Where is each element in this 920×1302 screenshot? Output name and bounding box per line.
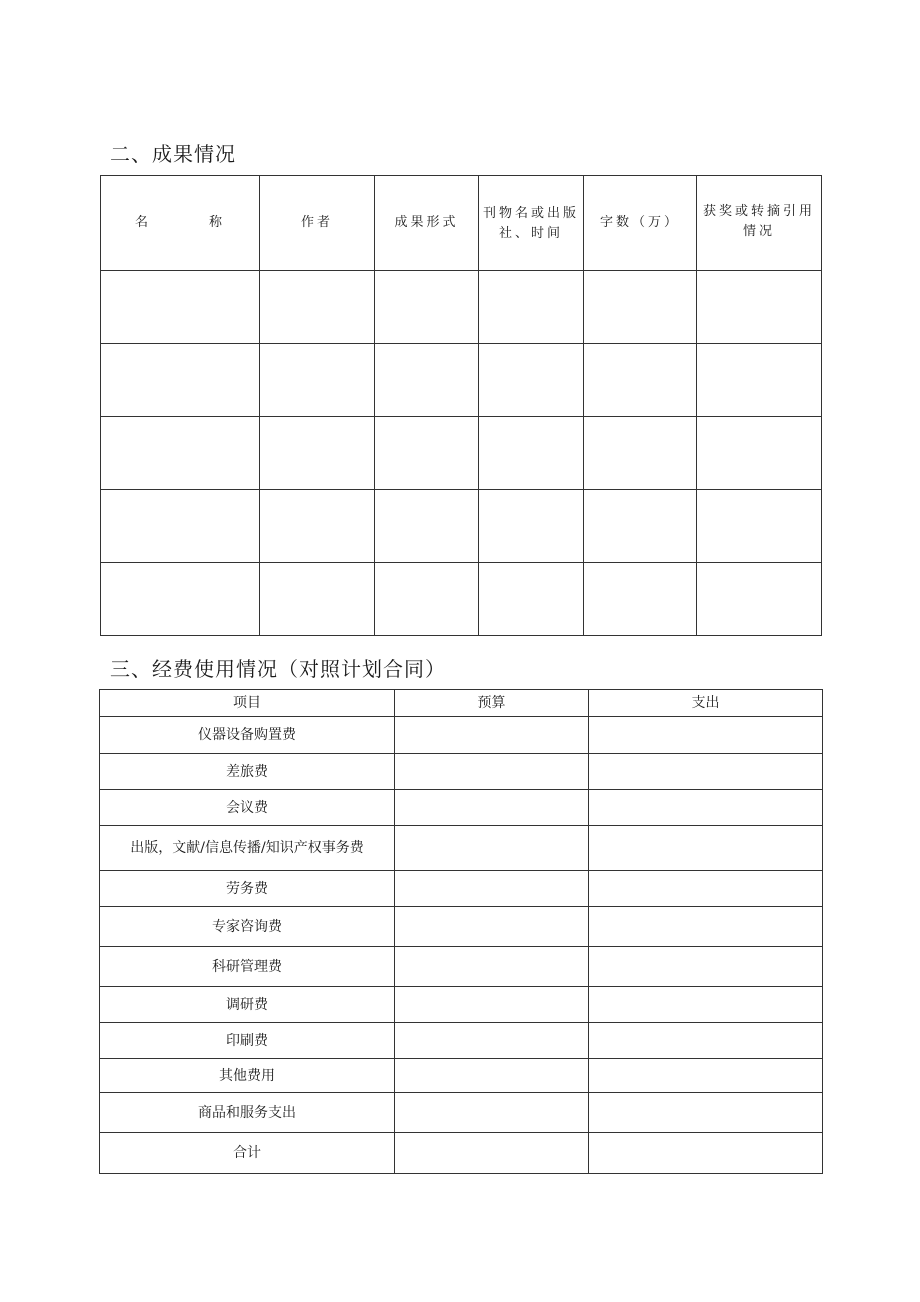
- budget-cell[interactable]: [395, 947, 589, 987]
- results-row: [101, 417, 822, 490]
- results-cell[interactable]: [375, 271, 479, 344]
- header-publication: [479, 176, 584, 271]
- header-author-label: 作者: [300, 215, 333, 230]
- header-publication-line1: 刊物名或出版: [482, 206, 579, 221]
- fund-item-label: 合计: [100, 1133, 395, 1174]
- header-name: [101, 176, 260, 271]
- funds-row: [100, 1059, 823, 1093]
- header-awards: [697, 176, 822, 271]
- results-cell[interactable]: [479, 490, 584, 563]
- results-cell[interactable]: [101, 563, 260, 636]
- header-form: [375, 176, 479, 271]
- header-expense: 支出: [589, 690, 823, 717]
- results-cell[interactable]: [479, 344, 584, 417]
- fund-item-label: 其他费用: [100, 1059, 395, 1093]
- funds-row: [100, 907, 823, 947]
- results-cell[interactable]: [375, 490, 479, 563]
- budget-cell[interactable]: [395, 1133, 589, 1174]
- expense-cell[interactable]: [589, 1059, 823, 1093]
- budget-cell[interactable]: [395, 790, 589, 826]
- budget-cell[interactable]: [395, 1023, 589, 1059]
- expense-cell[interactable]: [589, 1093, 823, 1133]
- results-cell[interactable]: [584, 490, 697, 563]
- funds-row: [100, 1133, 823, 1174]
- budget-cell[interactable]: [395, 871, 589, 907]
- header-budget: 预算: [395, 690, 589, 717]
- funds-header-row: [100, 690, 823, 717]
- header-form-label: 成果形式: [394, 215, 459, 230]
- fund-item-label: 调研费: [100, 987, 395, 1023]
- funds-row: [100, 947, 823, 987]
- budget-cell[interactable]: [395, 717, 589, 754]
- results-cell[interactable]: [584, 563, 697, 636]
- results-cell[interactable]: [375, 344, 479, 417]
- results-cell[interactable]: [260, 271, 375, 344]
- fund-item-label: 劳务费: [100, 871, 395, 907]
- header-name-left: 名: [135, 215, 152, 230]
- funds-row: [100, 871, 823, 907]
- results-cell[interactable]: [584, 344, 697, 417]
- funds-row: [100, 1093, 823, 1133]
- fund-item-label: 差旅费: [100, 754, 395, 790]
- expense-cell[interactable]: [589, 1133, 823, 1174]
- expense-cell[interactable]: [589, 1023, 823, 1059]
- budget-cell[interactable]: [395, 987, 589, 1023]
- funds-table: [99, 689, 823, 1174]
- header-item: 项目: [100, 690, 395, 717]
- results-cell[interactable]: [479, 271, 584, 344]
- results-cell[interactable]: [260, 417, 375, 490]
- results-cell[interactable]: [101, 417, 260, 490]
- results-cell[interactable]: [260, 563, 375, 636]
- expense-cell[interactable]: [589, 871, 823, 907]
- fund-item-label: 会议费: [100, 790, 395, 826]
- results-cell[interactable]: [375, 417, 479, 490]
- results-row: [101, 344, 822, 417]
- budget-cell[interactable]: [395, 826, 589, 871]
- expense-cell[interactable]: [589, 987, 823, 1023]
- expense-cell[interactable]: [589, 754, 823, 790]
- results-cell[interactable]: [697, 490, 822, 563]
- header-word-count-label: 字数（万）: [599, 215, 680, 230]
- budget-cell[interactable]: [395, 754, 589, 790]
- header-author: [260, 176, 375, 271]
- results-cell[interactable]: [697, 563, 822, 636]
- results-cell[interactable]: [479, 417, 584, 490]
- results-row: [101, 490, 822, 563]
- expense-cell[interactable]: [589, 907, 823, 947]
- header-awards-line1: 获奖或转摘引用: [702, 204, 815, 219]
- results-cell[interactable]: [697, 344, 822, 417]
- fund-item-label: 仪器设备购置费: [100, 717, 395, 754]
- results-cell[interactable]: [584, 417, 697, 490]
- fund-item-label: 专家咨询费: [100, 907, 395, 947]
- results-cell[interactable]: [697, 417, 822, 490]
- results-cell[interactable]: [101, 271, 260, 344]
- expense-cell[interactable]: [589, 790, 823, 826]
- budget-cell[interactable]: [395, 907, 589, 947]
- funds-row: [100, 717, 823, 754]
- budget-cell[interactable]: [395, 1093, 589, 1133]
- results-cell[interactable]: [101, 344, 260, 417]
- section-title-results: 二、成果情况: [110, 142, 236, 166]
- funds-row: [100, 826, 823, 871]
- funds-row: [100, 987, 823, 1023]
- header-name-right: 称: [208, 215, 225, 230]
- fund-item-label: 印刷费: [100, 1023, 395, 1059]
- funds-row: [100, 790, 823, 826]
- fund-item-label: 商品和服务支出: [100, 1093, 395, 1133]
- results-header-row: [101, 176, 822, 271]
- results-row: [101, 271, 822, 344]
- results-cell[interactable]: [697, 271, 822, 344]
- funds-row: [100, 754, 823, 790]
- header-word-count: [584, 176, 697, 271]
- expense-cell[interactable]: [589, 717, 823, 754]
- header-awards-line2: 情况: [742, 224, 775, 239]
- results-cell[interactable]: [375, 563, 479, 636]
- fund-item-label: 出版，文献/信息传播/知识产权事务费: [100, 826, 395, 871]
- header-publication-line2: 社、时间: [498, 226, 563, 241]
- results-cell[interactable]: [260, 490, 375, 563]
- results-table: [100, 175, 822, 636]
- results-row: [101, 563, 822, 636]
- budget-cell[interactable]: [395, 1059, 589, 1093]
- expense-cell[interactable]: [589, 826, 823, 871]
- funds-row: [100, 1023, 823, 1059]
- expense-cell[interactable]: [589, 947, 823, 987]
- fund-item-label: 科研管理费: [100, 947, 395, 987]
- results-cell[interactable]: [260, 344, 375, 417]
- results-cell[interactable]: [584, 271, 697, 344]
- section-title-funds: 三、经费使用情况（对照计划合同）: [110, 657, 446, 681]
- results-cell[interactable]: [479, 563, 584, 636]
- results-cell[interactable]: [101, 490, 260, 563]
